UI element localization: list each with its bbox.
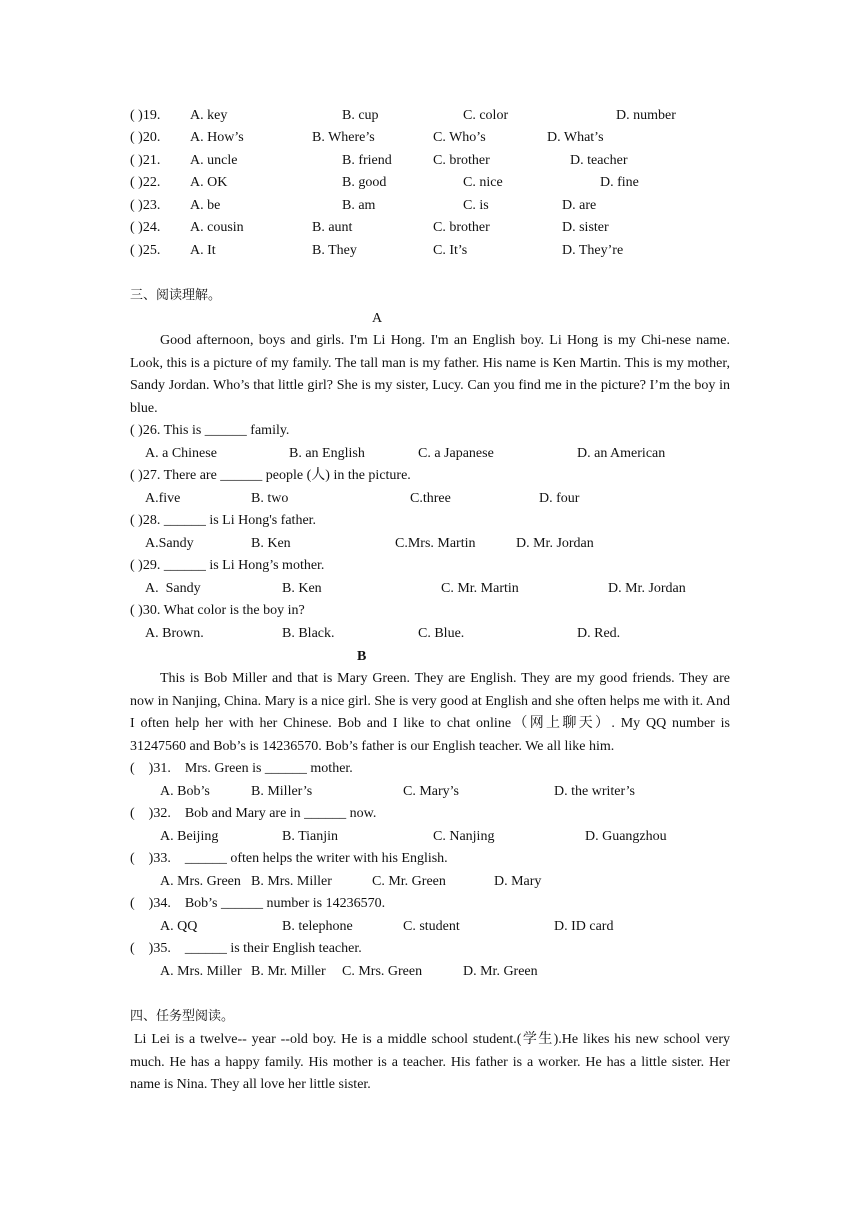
option-c: C.Mrs. Martin — [395, 536, 476, 551]
option-b: B. telephone — [282, 919, 353, 934]
option-a: A. Mrs. Green — [160, 874, 241, 889]
question-25 — [0, 241, 860, 261]
option-c: C. Mrs. Green — [342, 964, 423, 979]
question-number: ( )19. — [130, 108, 161, 123]
question-35: ( )35. ______ is their English teacher. — [130, 941, 362, 956]
option-a: A. Brown. — [145, 626, 204, 641]
option-a: A. cousin — [190, 220, 244, 235]
option-c: C. Mary’s — [403, 784, 459, 799]
option-a: A. Mrs. Miller — [160, 964, 242, 979]
question-33-options — [0, 872, 860, 892]
question-30: ( )30. What color is the boy in? — [130, 603, 305, 618]
passage-a-label: A — [372, 311, 383, 326]
option-b: B. am — [342, 198, 376, 213]
option-d: D. What’s — [547, 130, 604, 145]
option-b: B. good — [342, 175, 387, 190]
option-b: B. cup — [342, 108, 379, 123]
question-23 — [0, 196, 860, 216]
question-34: ( )34. Bob’s ______ number is 14236570. — [130, 896, 386, 911]
option-a: A.Sandy — [145, 536, 194, 551]
question-number: ( )22. — [130, 175, 161, 190]
option-a: A. OK — [190, 175, 228, 190]
question-28-options — [0, 534, 860, 554]
option-a: A. a Chinese — [145, 446, 217, 461]
option-d: D. Guangzhou — [585, 829, 667, 844]
question-32-options — [0, 827, 860, 847]
option-b: B. two — [251, 491, 289, 506]
option-d: D. Mr. Green — [463, 964, 538, 979]
question-21 — [0, 151, 860, 171]
question-19 — [0, 106, 860, 126]
option-b: B. They — [312, 243, 357, 258]
question-27: ( )27. There are ______ people (人) in the picture. — [130, 468, 411, 483]
question-29: ( )29. ______ is Li Hong’s mother. — [130, 558, 325, 573]
option-c: C. a Japanese — [418, 446, 494, 461]
option-a: A. key — [190, 108, 228, 123]
option-b: B. Miller’s — [251, 784, 313, 799]
question-32: ( )32. Bob and Mary are in ______ now. — [130, 806, 377, 821]
option-b: B. Mr. Miller — [251, 964, 326, 979]
option-d: D. teacher — [570, 153, 628, 168]
option-c: C. Blue. — [418, 626, 465, 641]
option-a: A.five — [145, 491, 181, 506]
question-26: ( )26. This is ______ family. — [130, 423, 290, 438]
option-b: B. Ken — [282, 581, 322, 596]
option-c: C. It’s — [433, 243, 468, 258]
option-c: C. nice — [463, 175, 503, 190]
option-c: C. color — [463, 108, 509, 123]
option-d: D. number — [616, 108, 676, 123]
option-c: C. Mr. Martin — [441, 581, 519, 596]
question-31: ( )31. Mrs. Green is ______ mother. — [130, 761, 353, 776]
question-24 — [0, 218, 860, 238]
option-d: D. Mr. Jordan — [516, 536, 594, 551]
section-heading-reading: 三、阅读理解。 — [130, 288, 222, 303]
option-c: C. Nanjing — [433, 829, 495, 844]
option-a: A. It — [190, 243, 216, 258]
option-d: D. Red. — [577, 626, 621, 641]
question-33: ( )33. ______ often helps the writer with his English. — [130, 851, 448, 866]
option-d: D. sister — [562, 220, 609, 235]
option-d: D. an American — [577, 446, 666, 461]
option-a: A. QQ — [160, 919, 198, 934]
passage-a: Good afternoon, boys and girls. I'm Li Hong. I'm an English boy. Li Hong is my Chi-nese name. Look, this is a picture of my family. The tall man is my father. His name is Ken Martin. This is my mother, Sandy Jordan. Who’s that little girl? She is my sister, Lucy. Can you find me in the picture? I’m the boy in blue. — [130, 333, 730, 416]
option-a: A. Bob’s — [160, 784, 210, 799]
option-c: C. brother — [433, 220, 490, 235]
option-a: A. be — [190, 198, 221, 213]
option-b: B. Ken — [251, 536, 291, 551]
option-a: A. How’s — [190, 130, 244, 145]
question-34-options — [0, 917, 860, 937]
question-29-options — [0, 579, 860, 599]
option-d: D. fine — [600, 175, 639, 190]
option-c: C.three — [410, 491, 451, 506]
option-d: D. Mary — [494, 874, 542, 889]
question-20 — [0, 128, 860, 148]
question-27-options — [0, 489, 860, 509]
option-d: D. are — [562, 198, 597, 213]
option-d: D. four — [539, 491, 580, 506]
option-d: D. the writer’s — [554, 784, 635, 799]
question-22 — [0, 173, 860, 193]
option-d: D. They’re — [562, 243, 624, 258]
option-b: B. aunt — [312, 220, 353, 235]
option-b: B. Where’s — [312, 130, 375, 145]
section-heading-task-reading: 四、任务型阅读。 — [130, 1009, 235, 1024]
option-a: A. Beijing — [160, 829, 219, 844]
passage-b: This is Bob Miller and that is Mary Green. They are English. They are my good friends. They are now in Nanjing, China. Mary is a nice girl. She is very good at English and she often helps me with it. And I often help her with her Chinese. Bob and I like to chat online（网上聊天）. My QQ number is 31247560 and Bob’s is 14236570. Bob’s father is our English teacher. We all like him. — [130, 671, 730, 754]
question-31-options — [0, 782, 860, 802]
option-b: B. Tianjin — [282, 829, 339, 844]
option-d: D. ID card — [554, 919, 614, 934]
option-b: B. an English — [289, 446, 365, 461]
question-number: ( )25. — [130, 243, 161, 258]
option-a: A. uncle — [190, 153, 238, 168]
option-c: C. Mr. Green — [372, 874, 446, 889]
passage-b-label: B — [357, 649, 367, 664]
option-c: C. is — [463, 198, 489, 213]
option-b: B. Black. — [282, 626, 335, 641]
question-26-options — [0, 444, 860, 464]
question-30-options — [0, 624, 860, 644]
option-c: C. student — [403, 919, 460, 934]
option-a: A. Sandy — [145, 581, 201, 596]
question-number: ( )20. — [130, 130, 161, 145]
option-d: D. Mr. Jordan — [608, 581, 686, 596]
task-reading-passage: Li Lei is a twelve-- year --old boy. He is a middle school student.(学生).He likes his new school very much. He has a happy family. His mother is a teacher. His father is a worker. He has a little sister. Her name is Nina. They all love her little sister. — [130, 1032, 730, 1093]
question-28: ( )28. ______ is Li Hong's father. — [130, 513, 317, 528]
question-number: ( )23. — [130, 198, 161, 213]
question-number: ( )24. — [130, 220, 161, 235]
question-number: ( )21. — [130, 153, 161, 168]
option-c: C. brother — [433, 153, 490, 168]
question-35-options — [0, 962, 860, 982]
option-b: B. Mrs. Miller — [251, 874, 332, 889]
option-c: C. Who’s — [433, 130, 486, 145]
option-b: B. friend — [342, 153, 392, 168]
